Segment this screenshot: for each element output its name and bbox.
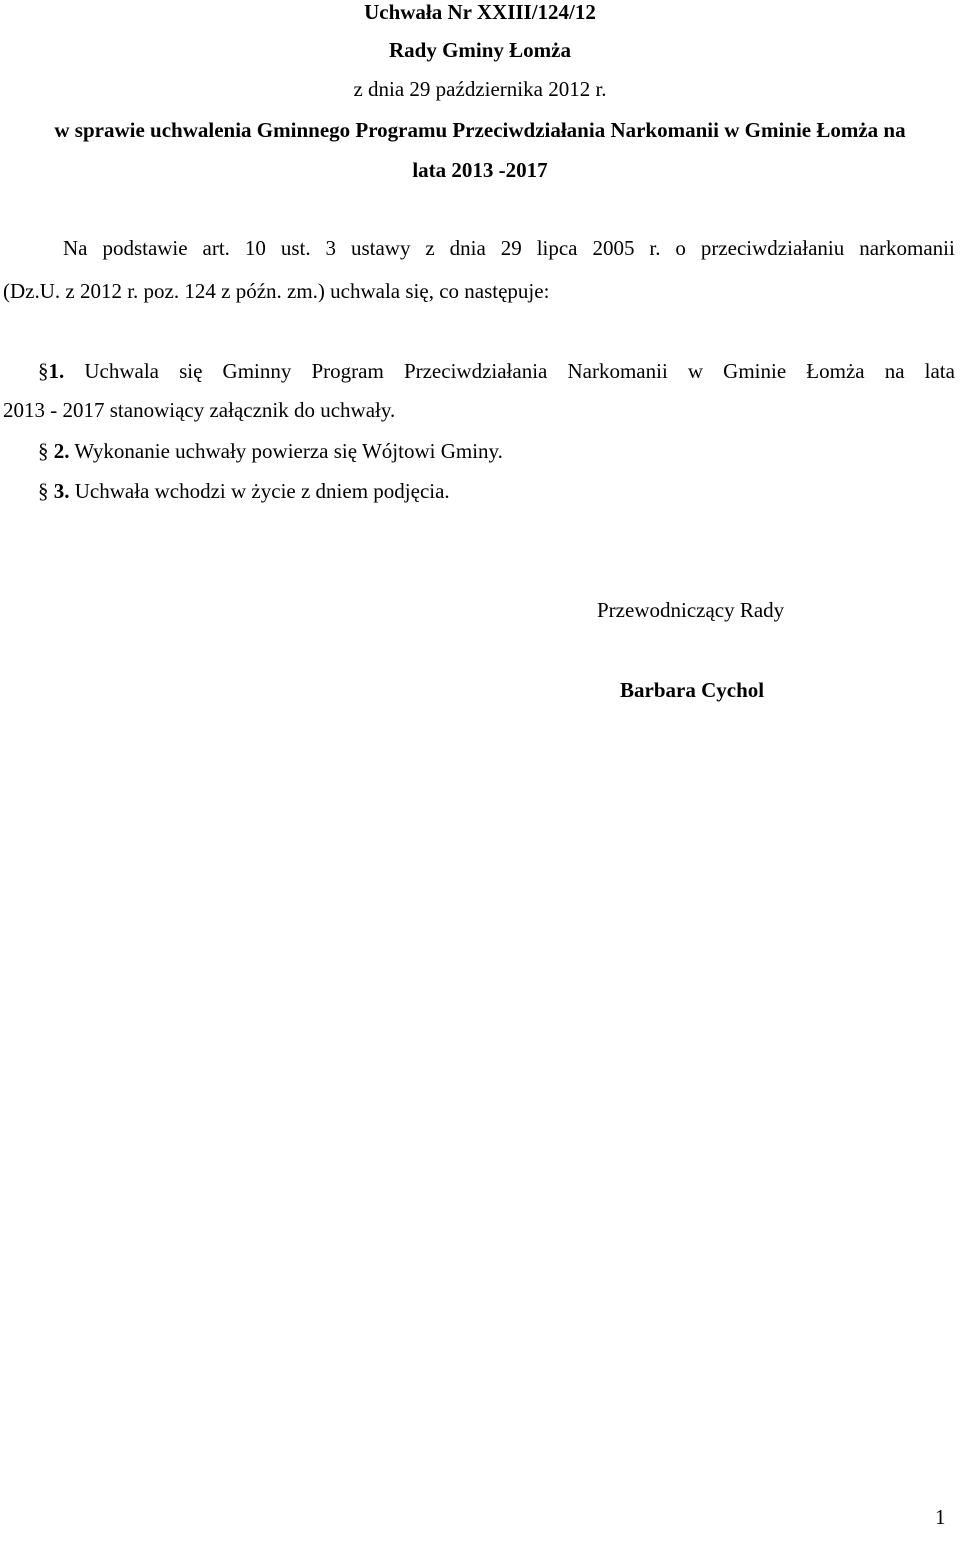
word: narkomanii <box>859 236 955 260</box>
word: 10 <box>244 236 266 260</box>
word: w <box>687 359 704 383</box>
paragraph-number: 3. <box>53 479 70 503</box>
paragraph-1-line-1 <box>38 359 955 383</box>
preamble-line-1 <box>63 236 955 260</box>
word: art. <box>202 236 230 260</box>
word: na <box>884 359 905 383</box>
paragraph-text: Uchwała wchodzi w życie z dniem podjęcia. <box>74 479 450 503</box>
resolution-title: Uchwała Nr XXIII/124/12 <box>364 0 596 24</box>
word: ust. <box>280 236 311 260</box>
paragraph-text: Wykonanie uchwały powierza się Wójtowi Gminy. <box>74 439 503 463</box>
signature-role: Przewodniczący Rady <box>597 598 785 622</box>
word: Uchwala <box>84 359 159 383</box>
word: Przeciwdziałania <box>403 359 548 383</box>
word: się <box>179 359 203 383</box>
paragraph-3 <box>38 479 450 503</box>
word: o <box>675 236 686 260</box>
paragraph-2 <box>38 439 503 463</box>
paragraph-1-lead <box>38 359 64 383</box>
word: Gminie <box>723 359 787 383</box>
word: z <box>425 236 435 260</box>
resolution-subject-line-1: w sprawie uchwalenia Gminnego Programu Przeciwdziałania Narkomanii w Gminie Łomża na <box>54 118 906 142</box>
resolution-subject-line-2: lata 2013 -2017 <box>412 158 548 182</box>
word: Gminny <box>222 359 292 383</box>
council-name: Rady Gminy Łomża <box>388 38 571 62</box>
word: podstawie <box>102 236 188 260</box>
paragraph-number: 2. <box>53 439 70 463</box>
paragraph-number: 1. <box>48 359 65 383</box>
paragraph-1-line-2: 2013 - 2017 stanowiący załącznik do uchwały. <box>3 398 396 422</box>
word: Narkomanii <box>567 359 668 383</box>
word: dnia <box>449 236 486 260</box>
section-sign: § <box>38 439 49 463</box>
word: Łomża <box>806 359 865 383</box>
word: 3 <box>325 236 337 260</box>
word: lipca <box>536 236 578 260</box>
word: r. <box>649 236 661 260</box>
preamble-line-2: (Dz.U. z 2012 r. poz. 124 z późn. zm.) uchwala się, co następuje: <box>3 279 550 303</box>
word: Na <box>63 236 88 260</box>
word: lata <box>924 359 955 383</box>
word: ustawy <box>350 236 411 260</box>
word: 29 <box>500 236 522 260</box>
word: 2005 <box>592 236 635 260</box>
word: przeciwdziałaniu <box>700 236 845 260</box>
signature-name: Barbara Cychol <box>620 678 765 702</box>
section-sign: § <box>38 479 49 503</box>
word: Program <box>311 359 384 383</box>
section-sign: § <box>38 359 49 383</box>
resolution-date: z dnia 29 października 2012 r. <box>353 77 607 101</box>
page-number: 1 <box>935 1505 946 1529</box>
